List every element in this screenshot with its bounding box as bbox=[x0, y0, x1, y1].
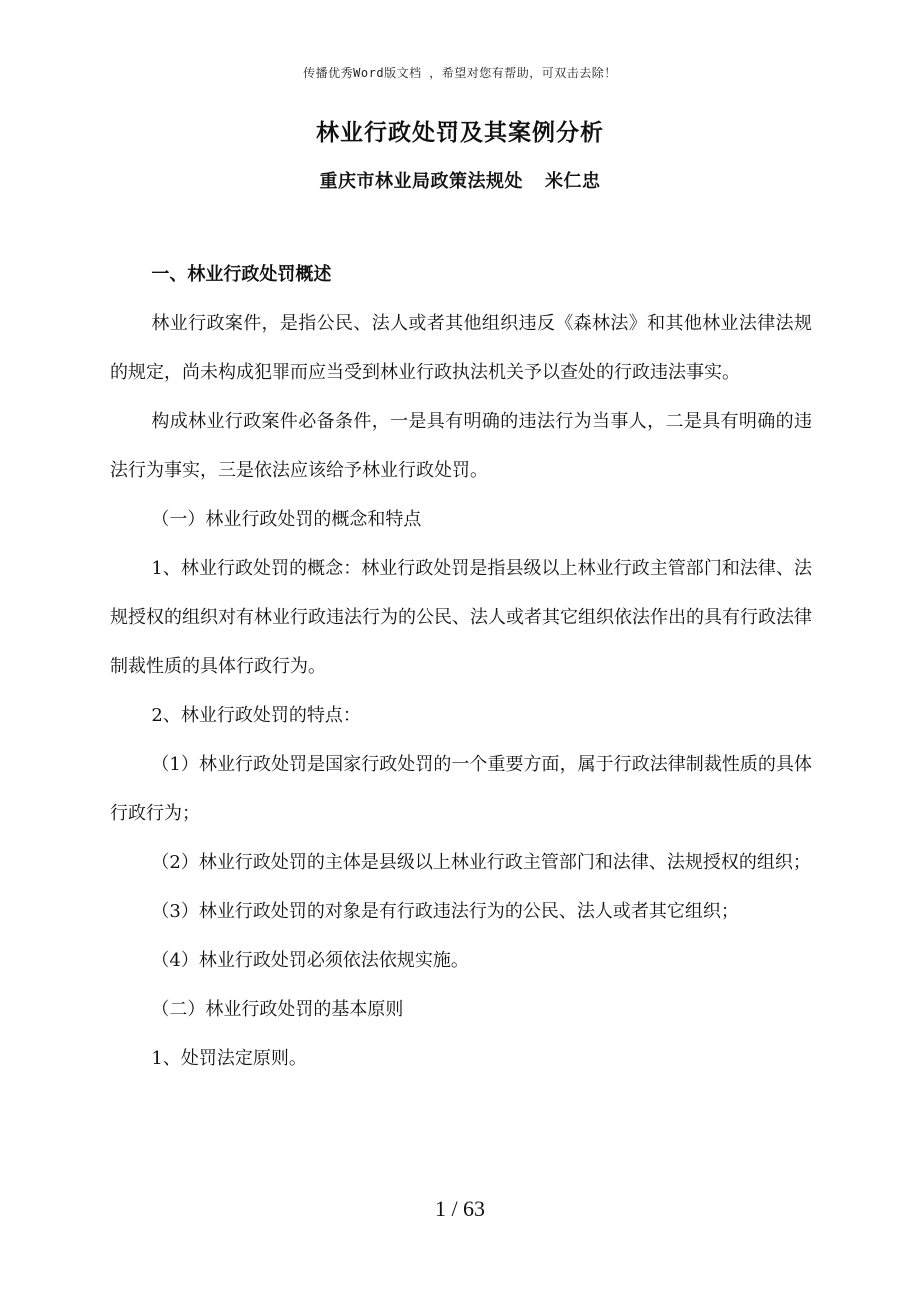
body-paragraph: （1）林业行政处罚是国家行政处罚的一个重要方面，属于行政法律制裁性质的具体行政行为； bbox=[110, 754, 812, 824]
body-paragraph: （一）林业行政处罚的概念和特点 bbox=[151, 509, 422, 530]
header-note: 传播优秀Word版文档 ，希望对您有帮助，可双击去除！ bbox=[303, 66, 617, 80]
document-body bbox=[110, 250, 812, 1083]
body-paragraph: （3）林业行政处罚的对象是有行政违法行为的公民、法人或者其它组织； bbox=[151, 901, 739, 922]
subtitle-author: 米仁忠 bbox=[545, 171, 601, 192]
subtitle-org: 重庆市林业局政策法规处 bbox=[319, 171, 523, 192]
document-subtitle bbox=[0, 167, 920, 193]
body-paragraph: 2、林业行政处罚的特点： bbox=[151, 705, 361, 726]
body-paragraph: 1、林业行政处罚的概念：林业行政处罚是指县级以上林业行政主管部门和法律、法规授权的组织对有林业行政违法行为的公民、法人或者其它组织依法作出的具有行政法律制裁性质的具体行政行为。 bbox=[110, 558, 812, 677]
document-title: 林业行政处罚及其案例分析 bbox=[316, 120, 604, 146]
body-paragraph: 林业行政案件，是指公民、法人或者其他组织违反《森林法》和其他林业法律法规的规定，尚未构成犯罪而应当受到林业行政执法机关予以查处的行政违法事实。 bbox=[110, 313, 812, 383]
body-paragraph: （二）林业行政处罚的基本原则 bbox=[151, 999, 404, 1020]
section-heading: 一、林业行政处罚概述 bbox=[151, 264, 332, 285]
body-paragraph: （2）林业行政处罚的主体是县级以上林业行政主管部门和法律、法规授权的组织； bbox=[151, 852, 811, 873]
body-paragraph: 构成林业行政案件必备条件，一是具有明确的违法行为当事人，二是具有明确的违法行为事实，三是依法应该给予林业行政处罚。 bbox=[110, 411, 812, 481]
page-number: 1 / 63 bbox=[434, 1196, 486, 1221]
body-paragraph: 1、处罚法定原则。 bbox=[151, 1048, 307, 1069]
body-paragraph: （4）林业行政处罚必须依法依规实施。 bbox=[151, 950, 469, 971]
